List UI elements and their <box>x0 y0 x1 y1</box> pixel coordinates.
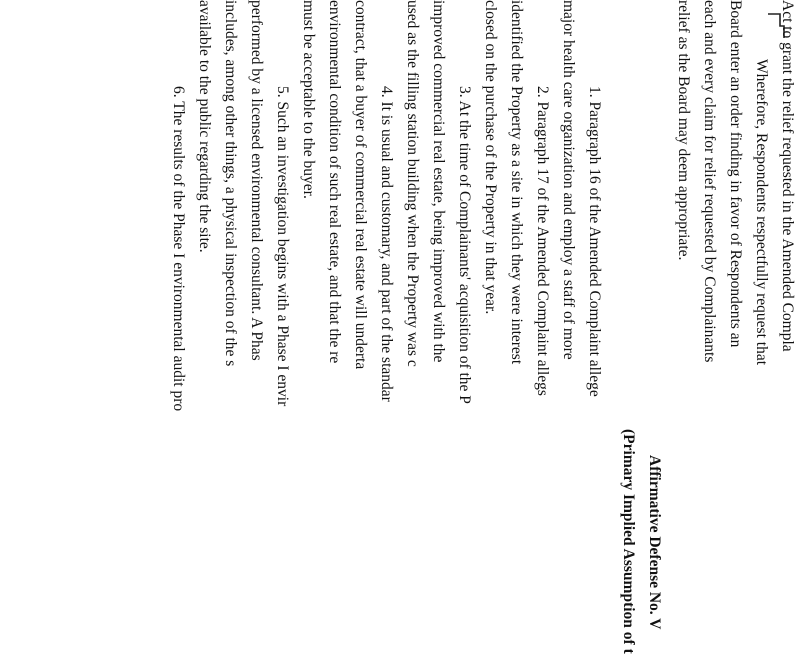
doc-line: relief as the Board may deem appropriate. <box>675 0 692 261</box>
doc-line: identified the Property as a site in which they were interest <box>508 0 525 365</box>
doc-line: 6. The results of the Phase I environmental audit pro <box>170 86 187 412</box>
doc-line: Act to grant the relief requested in the Amended Compla <box>779 0 796 352</box>
doc-line: 1. Paragraph 16 of the Amended Complaint allege <box>586 86 603 397</box>
doc-line: used as the filling station building when the Property was c <box>404 0 421 367</box>
doc-line: available to the public regarding the site. <box>196 0 213 253</box>
doc-line: performed by a licensed environmental consultant. A Phas <box>248 0 265 361</box>
section-heading: Affirmative Defense No. V <box>646 455 663 630</box>
doc-line: 3. At the time of Complainants' acquisition of the P <box>456 86 473 404</box>
rotated-document-page <box>170 0 800 654</box>
doc-line: improved commercial real estate, being improved with the <box>430 0 447 363</box>
doc-line: 2. Paragraph 17 of the Amended Complaint allegs <box>534 86 551 396</box>
doc-line: contract, that a buyer of commercial real estate will underta <box>352 0 369 370</box>
doc-line: environmental condition of such real estate, and that the re <box>326 0 343 364</box>
doc-line: 5. Such an investigation begins with a Phase I envir <box>274 86 291 407</box>
doc-line: closed on the purchase of the Property in that year. <box>482 0 499 315</box>
section-subheading: (Primary Implied Assumption of t <box>620 429 637 654</box>
doc-line: major health care organization and employ a staff of more <box>560 0 577 360</box>
doc-line: includes, among other things, a physical inspection of the s <box>222 0 239 367</box>
doc-line: Wherefore, Respondents respectfully request that <box>753 59 770 366</box>
doc-line: must be acceptable to the buyer. <box>300 0 317 199</box>
doc-line: Board enter an order finding in favor of Respondents an <box>727 0 744 348</box>
doc-line: 4. It is usual and customary, and part of the standar <box>378 86 395 402</box>
doc-line: each and every claim for relief requested by Complainants <box>701 0 718 363</box>
